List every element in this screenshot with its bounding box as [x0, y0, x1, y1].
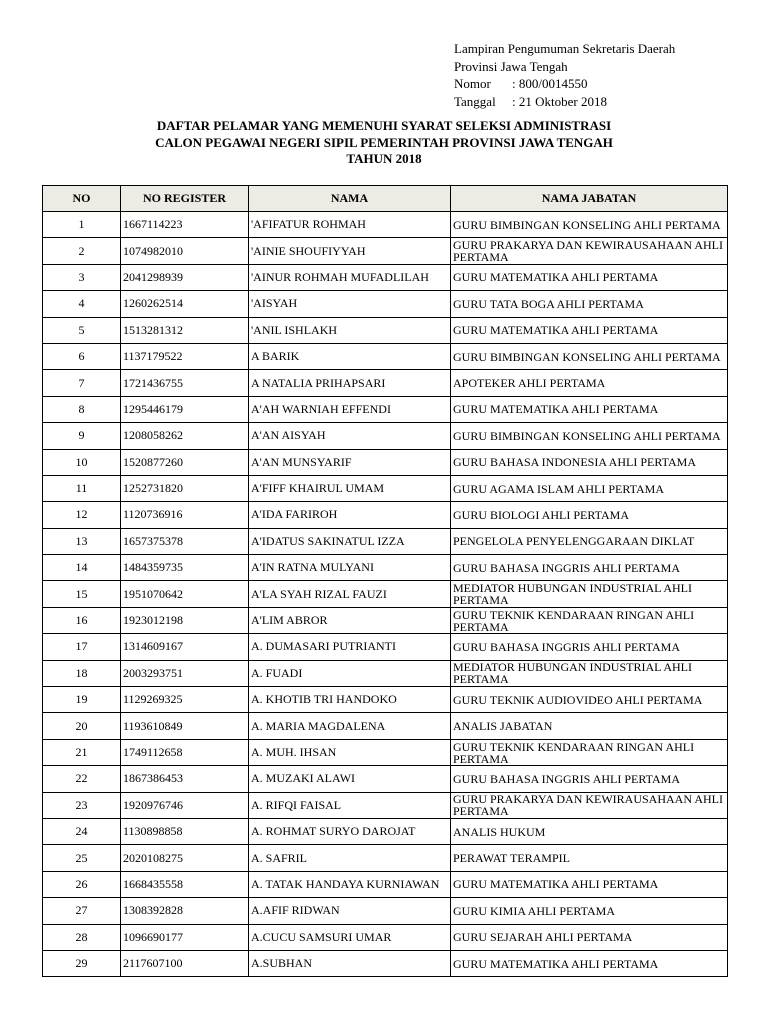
cell-no: 11 [43, 475, 121, 501]
cell-nama-jabatan: GURU PRAKARYA DAN KEWIRAUSAHAAN AHLI PERTAMA [451, 238, 728, 264]
cell-nama-jabatan: GURU AGAMA ISLAM AHLI PERTAMA [451, 475, 728, 501]
cell-no-register: 1193610849 [121, 713, 249, 739]
cell-no: 2 [43, 238, 121, 264]
cell-nama: A. SAFRIL [249, 845, 451, 871]
cell-no: 7 [43, 370, 121, 396]
nomor-value: : 800/0014550 [512, 76, 588, 91]
table-row [43, 581, 728, 607]
cell-no: 12 [43, 502, 121, 528]
letterhead-nomor [454, 75, 675, 93]
cell-nama-jabatan: GURU MATEMATIKA AHLI PERTAMA [451, 264, 728, 290]
cell-nama: 'AINUR ROHMAH MUFADLILAH [249, 264, 451, 290]
header-no-register: NO REGISTER [121, 186, 249, 212]
cell-no-register: 1749112658 [121, 739, 249, 765]
table-row [43, 792, 728, 818]
table-row [43, 607, 728, 633]
cell-nama-jabatan: GURU BIMBINGAN KONSELING AHLI PERTAMA [451, 423, 728, 449]
cell-no-register: 1721436755 [121, 370, 249, 396]
table-header-row [43, 186, 728, 212]
cell-nama-jabatan: GURU BIMBINGAN KONSELING AHLI PERTAMA [451, 343, 728, 369]
cell-no-register: 1923012198 [121, 607, 249, 633]
cell-nama: A'LIM ABROR [249, 607, 451, 633]
letterhead-tanggal [454, 93, 675, 111]
cell-no-register: 2041298939 [121, 264, 249, 290]
letterhead [454, 40, 675, 110]
cell-no: 23 [43, 792, 121, 818]
cell-no: 5 [43, 317, 121, 343]
cell-no: 24 [43, 818, 121, 844]
cell-nama: A.CUCU SAMSURI UMAR [249, 924, 451, 950]
cell-no-register: 1951070642 [121, 581, 249, 607]
title-line-2: CALON PEGAWAI NEGERI SIPIL PEMERINTAH PROVINSI JAWA TENGAH [155, 134, 613, 150]
table-row [43, 845, 728, 871]
cell-nama: A'AH WARNIAH EFFENDI [249, 396, 451, 422]
cell-nama-jabatan: GURU BAHASA INDONESIA AHLI PERTAMA [451, 449, 728, 475]
table-row [43, 238, 728, 264]
table-row [43, 818, 728, 844]
cell-no-register: 1657375378 [121, 528, 249, 554]
title-line-3: TAHUN 2018 [346, 151, 422, 166]
cell-nama: 'AINIE SHOUFIYYAH [249, 238, 451, 264]
cell-nama-jabatan: ANALIS HUKUM [451, 818, 728, 844]
cell-nama-jabatan: GURU MATEMATIKA AHLI PERTAMA [451, 871, 728, 897]
table-row [43, 475, 728, 501]
cell-nama-jabatan: PENGELOLA PENYELENGGARAAN DIKLAT [451, 528, 728, 554]
table-row [43, 528, 728, 554]
cell-no: 13 [43, 528, 121, 554]
cell-nama: A.AFIF RIDWAN [249, 898, 451, 924]
letterhead-line-1: Lampiran Pengumuman Sekretaris Daerah [454, 41, 676, 56]
cell-no-register: 1260262514 [121, 291, 249, 317]
cell-no: 14 [43, 555, 121, 581]
cell-no-register: 1129269325 [121, 687, 249, 713]
cell-nama-jabatan: GURU MATEMATIKA AHLI PERTAMA [451, 317, 728, 343]
cell-nama: A. FUADI [249, 660, 451, 686]
cell-no: 19 [43, 687, 121, 713]
cell-nama-jabatan: GURU PRAKARYA DAN KEWIRAUSAHAAN AHLI PERTAMA [451, 792, 728, 818]
cell-no: 18 [43, 660, 121, 686]
cell-no: 20 [43, 713, 121, 739]
cell-nama-jabatan: ANALIS JABATAN [451, 713, 728, 739]
cell-no: 10 [43, 449, 121, 475]
cell-nama: A.SUBHAN [249, 950, 451, 976]
cell-nama-jabatan: GURU BAHASA INGGRIS AHLI PERTAMA [451, 766, 728, 792]
table-row [43, 264, 728, 290]
cell-no: 1 [43, 212, 121, 238]
cell-no: 26 [43, 871, 121, 897]
cell-nama: A. DUMASARI PUTRIANTI [249, 634, 451, 660]
cell-no: 8 [43, 396, 121, 422]
cell-no-register: 1867386453 [121, 766, 249, 792]
cell-no: 9 [43, 423, 121, 449]
cell-no: 28 [43, 924, 121, 950]
cell-nama: A. KHOTIB TRI HANDOKO [249, 687, 451, 713]
title-line-1: DAFTAR PELAMAR YANG MEMENUHI SYARAT SELEKSI ADMINISTRASI [156, 118, 612, 133]
cell-no-register: 2117607100 [121, 950, 249, 976]
cell-nama-jabatan: GURU TEKNIK AUDIOVIDEO AHLI PERTAMA [451, 687, 728, 713]
table-row [43, 396, 728, 422]
cell-no-register: 1130898858 [121, 818, 249, 844]
cell-no: 29 [43, 950, 121, 976]
document-title [0, 118, 768, 168]
table-body [43, 212, 728, 977]
table-row [43, 950, 728, 976]
cell-nama: A'LA SYAH RIZAL FAUZI [249, 581, 451, 607]
cell-nama-jabatan: GURU BIOLOGI AHLI PERTAMA [451, 502, 728, 528]
cell-nama-jabatan: GURU TEKNIK KENDARAAN RINGAN AHLI PERTAMA [451, 739, 728, 765]
cell-no-register: 1252731820 [121, 475, 249, 501]
header-nama-jabatan: NAMA JABATAN [451, 186, 728, 212]
cell-nama: A NATALIA PRIHAPSARI [249, 370, 451, 396]
cell-nama-jabatan: MEDIATOR HUBUNGAN INDUSTRIAL AHLI PERTAMA [451, 660, 728, 686]
applicant-table [42, 185, 728, 977]
cell-no-register: 1668435558 [121, 871, 249, 897]
cell-nama: A'AN AISYAH [249, 423, 451, 449]
cell-nama: A'IDA FARIROH [249, 502, 451, 528]
table-row [43, 502, 728, 528]
cell-no-register: 2020108275 [121, 845, 249, 871]
cell-no: 17 [43, 634, 121, 660]
cell-no: 27 [43, 898, 121, 924]
cell-nama: A. RIFQI FAISAL [249, 792, 451, 818]
cell-nama-jabatan: GURU MATEMATIKA AHLI PERTAMA [451, 950, 728, 976]
tanggal-label: Tanggal [454, 93, 496, 109]
cell-no-register: 1667114223 [121, 212, 249, 238]
cell-no-register: 1208058262 [121, 423, 249, 449]
cell-nama-jabatan: GURU KIMIA AHLI PERTAMA [451, 898, 728, 924]
table-row [43, 449, 728, 475]
cell-no-register: 1520877260 [121, 449, 249, 475]
cell-nama-jabatan: GURU TATA BOGA AHLI PERTAMA [451, 291, 728, 317]
cell-nama: A'AN MUNSYARIF [249, 449, 451, 475]
cell-no: 4 [43, 291, 121, 317]
cell-nama: A. MUZAKI ALAWI [249, 766, 451, 792]
cell-no: 6 [43, 343, 121, 369]
cell-no: 21 [43, 739, 121, 765]
cell-nama-jabatan: GURU TEKNIK KENDARAAN RINGAN AHLI PERTAMA [451, 607, 728, 633]
table-row [43, 766, 728, 792]
table-row [43, 555, 728, 581]
cell-no-register: 1484359735 [121, 555, 249, 581]
cell-no-register: 1074982010 [121, 238, 249, 264]
table-row [43, 423, 728, 449]
cell-nama: A'IN RATNA MULYANI [249, 555, 451, 581]
cell-nama-jabatan: GURU SEJARAH AHLI PERTAMA [451, 924, 728, 950]
cell-nama: A'FIFF KHAIRUL UMAM [249, 475, 451, 501]
cell-nama-jabatan: GURU BIMBINGAN KONSELING AHLI PERTAMA [451, 212, 728, 238]
cell-nama-jabatan: APOTEKER AHLI PERTAMA [451, 370, 728, 396]
table-row [43, 370, 728, 396]
cell-nama: 'ANIL ISHLAKH [249, 317, 451, 343]
table-row [43, 898, 728, 924]
cell-nama-jabatan: GURU BAHASA INGGRIS AHLI PERTAMA [451, 555, 728, 581]
header-no: NO [43, 186, 121, 212]
cell-nama-jabatan: PERAWAT TERAMPIL [451, 845, 728, 871]
table-row [43, 871, 728, 897]
cell-nama: A. TATAK HANDAYA KURNIAWAN [249, 871, 451, 897]
cell-nama: A'IDATUS SAKINATUL IZZA [249, 528, 451, 554]
table-row [43, 634, 728, 660]
cell-no-register: 1513281312 [121, 317, 249, 343]
cell-no: 3 [43, 264, 121, 290]
table-row [43, 343, 728, 369]
cell-no-register: 2003293751 [121, 660, 249, 686]
cell-no-register: 1308392828 [121, 898, 249, 924]
table-row [43, 317, 728, 343]
header-nama: NAMA [249, 186, 451, 212]
cell-no-register: 1120736916 [121, 502, 249, 528]
table-row [43, 739, 728, 765]
letterhead-line-2: Provinsi Jawa Tengah [454, 58, 568, 74]
cell-nama-jabatan: MEDIATOR HUBUNGAN INDUSTRIAL AHLI PERTAMA [451, 581, 728, 607]
cell-no-register: 1295446179 [121, 396, 249, 422]
cell-nama: A. MARIA MAGDALENA [249, 713, 451, 739]
cell-no: 15 [43, 581, 121, 607]
cell-nama: A. MUH. IHSAN [249, 739, 451, 765]
table-row [43, 291, 728, 317]
cell-no-register: 1096690177 [121, 924, 249, 950]
cell-no: 25 [43, 845, 121, 871]
cell-no-register: 1314609167 [121, 634, 249, 660]
cell-nama-jabatan: GURU BAHASA INGGRIS AHLI PERTAMA [451, 634, 728, 660]
cell-nama: 'AISYAH [249, 291, 451, 317]
nomor-label: Nomor [454, 76, 491, 91]
cell-nama: A BARIK [249, 343, 451, 369]
cell-no: 16 [43, 607, 121, 633]
cell-no-register: 1137179522 [121, 343, 249, 369]
table-row [43, 660, 728, 686]
table-row [43, 212, 728, 238]
cell-no: 22 [43, 766, 121, 792]
cell-no-register: 1920976746 [121, 792, 249, 818]
table-row [43, 924, 728, 950]
tanggal-value: : 21 Oktober 2018 [512, 93, 607, 109]
table-row [43, 687, 728, 713]
table-row [43, 713, 728, 739]
cell-nama: 'AFIFATUR ROHMAH [249, 212, 451, 238]
cell-nama-jabatan: GURU MATEMATIKA AHLI PERTAMA [451, 396, 728, 422]
cell-nama: A. ROHMAT SURYO DAROJAT [249, 818, 451, 844]
